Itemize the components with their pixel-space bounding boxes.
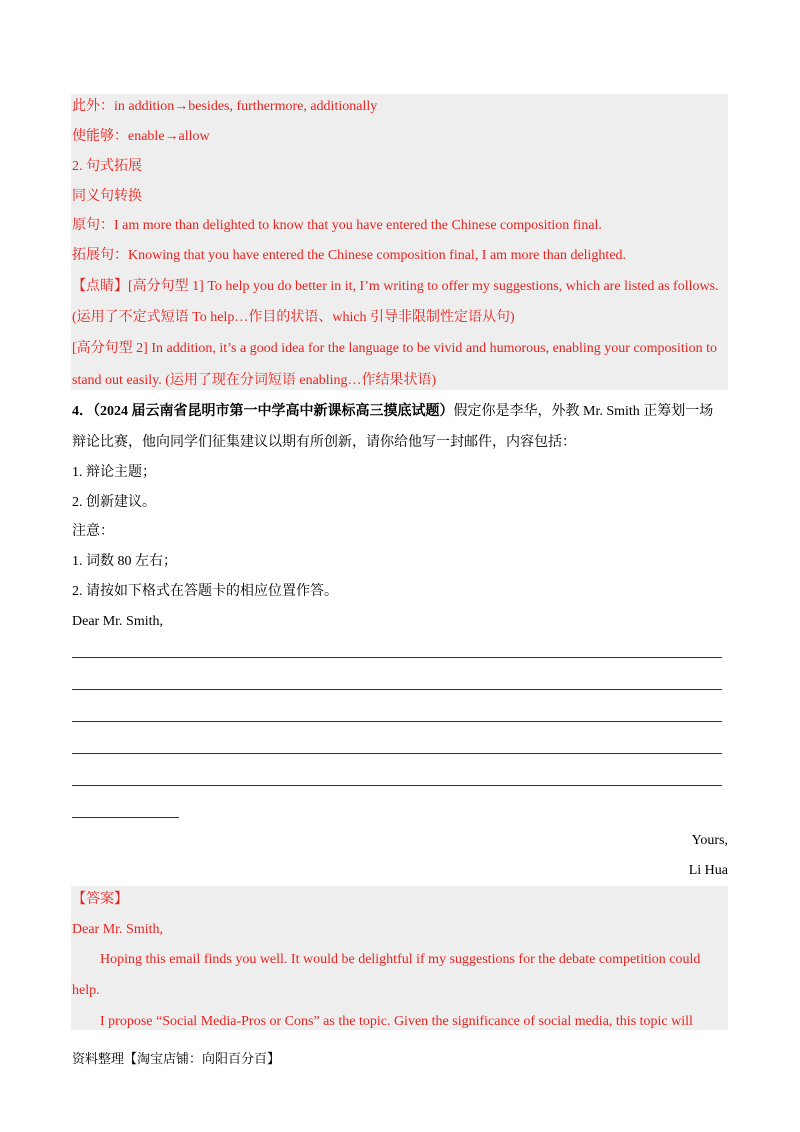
writing-line-short [72, 817, 179, 818]
note-item-1: 1. 词数 80 左右； [72, 554, 177, 569]
page-footer: 资料整理【淘宝店铺：向阳百分百】 [72, 1052, 281, 1067]
writing-line [72, 689, 722, 690]
writing-line [72, 753, 722, 754]
tip-subheading-synonym: 同义句转换 [72, 189, 142, 204]
note-item-2: 2. 请按如下格式在答题卡的相应位置作答。 [72, 584, 338, 599]
question-prompt-b: 辩论比赛，他向同学们征集建议以期有所创新，请你给他写一封邮件，内容包括： [72, 435, 576, 450]
tip-highlight-pattern-2: [高分句型 2] In addition, it’s a good idea for the language to be vivid and humorous, enabling your composition to [72, 341, 718, 356]
tip-line-enable: 使能够：enable→allow [72, 129, 210, 144]
letter-closing: Yours, [691, 833, 728, 848]
writing-line [72, 785, 722, 786]
answer-paragraph-1-line-2: help. [72, 983, 100, 998]
tip-pattern-2-note: stand out easily. (运用了现在分词短语 enabling…作结果状语) [72, 373, 437, 388]
tip-pattern-1-note: (运用了不定式短语 To help…作目的状语、which 引导非限制性定语从句) [72, 310, 515, 325]
tip-line-besides: 此外：in addition→besides, furthermore, additionally [72, 99, 378, 114]
letter-salutation: Dear Mr. Smith, [72, 614, 163, 629]
question-header [72, 403, 713, 421]
question-number: 4． [72, 404, 93, 419]
question-source: （2024 届云南省昆明市第一中学高中新课标高三摸底试题） [93, 404, 454, 419]
answer-paragraph-1-line-1: Hoping this email finds you well. It would be delightful if my suggestions for the debate competition could [100, 952, 701, 967]
answer-salutation: Dear Mr. Smith, [72, 922, 163, 937]
tip-highlight-pattern-1: 【点睛】[高分句型 1] To help you do better in it, I’m writing to offer my suggestions, which are listed as follows. [72, 279, 719, 294]
tip-original-sentence: 原句：I am more than delighted to know that you have entered the Chinese composition final. [72, 218, 602, 233]
letter-signature: Li Hua [688, 863, 728, 878]
writing-line [72, 657, 722, 658]
question-item-2: 2. 创新建议。 [72, 495, 156, 510]
writing-line [72, 721, 722, 722]
tip-heading-sentence-expansion: 2. 句式拓展 [72, 159, 142, 174]
question-item-1: 1. 辩论主题； [72, 465, 156, 480]
note-title: 注意： [72, 524, 114, 539]
answer-paragraph-2-line-1: I propose “Social Media-Pros or Cons” as the topic. Given the significance of social media, this topic will [100, 1014, 693, 1029]
tip-expanded-sentence: 拓展句：Knowing that you have entered the Chinese composition final, I am more than delighted. [72, 248, 627, 263]
answer-label: 【答案】 [72, 892, 128, 907]
question-prompt-a: 假定你是李华，外教 Mr. Smith 正筹划一场 [453, 404, 714, 419]
